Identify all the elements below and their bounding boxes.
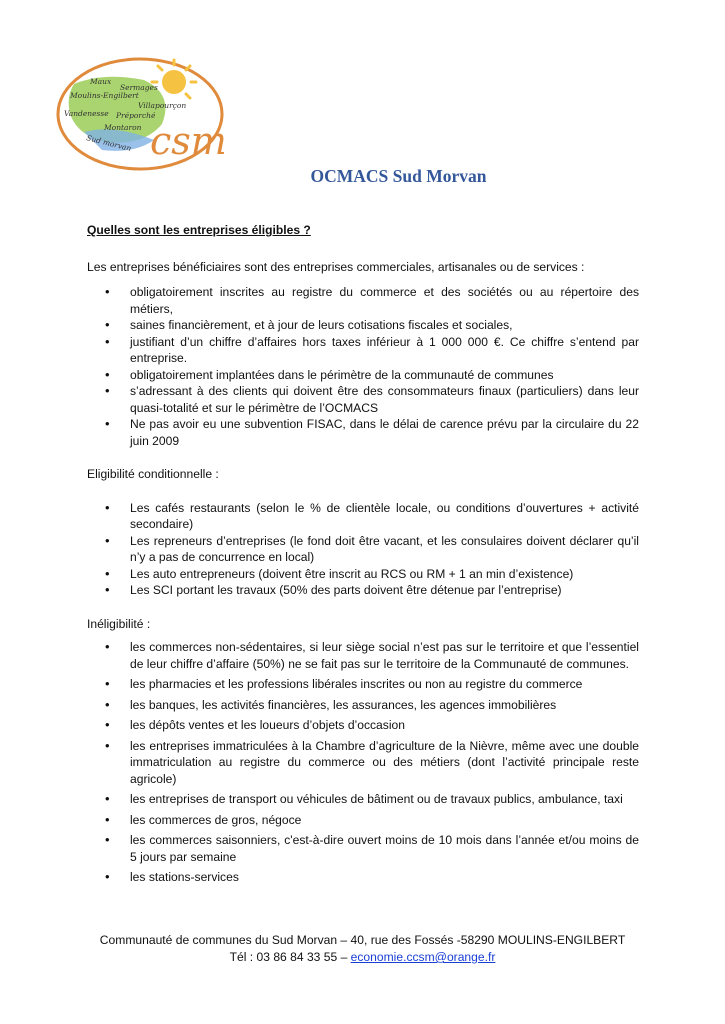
logo-brand: csm xyxy=(150,119,227,163)
footer-contact xyxy=(0,949,725,966)
list-item: • justifiant d’un chiffre d’affaires hors taxes inférieur à 1 000 000 €. Ce chiffre s’entend par entreprise. xyxy=(87,334,639,367)
conditional-list xyxy=(87,500,639,599)
page-title: OCMACS Sud Morvan xyxy=(310,166,487,186)
logo-graphic xyxy=(54,54,234,172)
ineligible-label: Inéligibilité : xyxy=(87,616,151,631)
logo-place: Vandenesse xyxy=(64,109,109,118)
list-item: • s’adressant à des clients qui doivent être des consommateurs finaux (particuliers) dans leur quasi-totalité et sur le périmètre de l’OCMACS xyxy=(87,383,639,416)
footer-address: Communauté de communes du Sud Morvan – 40, rue des Fossés -58290 MOULINS-ENGILBERT xyxy=(99,933,626,947)
section-heading: Quelles sont les entreprises éligibles ? xyxy=(87,223,311,237)
logo-place: Maux xyxy=(90,77,112,86)
logo-place: Sud morvan xyxy=(85,133,133,154)
logo-place: Villapourçon xyxy=(138,101,187,110)
list-item: • obligatoirement inscrites au registre du commerce et des sociétés ou au répertoire des métiers, xyxy=(87,284,639,317)
logo-place: Sermages xyxy=(120,83,158,92)
ineligible-list xyxy=(87,639,639,886)
list-item: • Les auto entrepreneurs (doivent être inscrit au RCS ou RM + 1 an min d’existence) xyxy=(87,566,639,583)
conditional-label: Eligibilité conditionnelle : xyxy=(87,467,219,481)
list-item: • les pharmacies et les professions libérales inscrites ou non au registre du commerce xyxy=(87,676,639,693)
list-item: • les entreprises de transport ou véhicules de bâtiment ou de travaux publics, ambulance, taxi xyxy=(87,791,639,808)
logo xyxy=(54,54,234,172)
intro-text: Les entreprises bénéficiaires sont des entreprises commerciales, artisanales ou de services : xyxy=(87,259,585,274)
list-item: • Les SCI portant les travaux (50% des parts doivent être détenue par l’entreprise) xyxy=(87,582,639,599)
list-item: • les entreprises immatriculées à la Chambre d’agriculture de la Nièvre, même avec une double immatriculation au registre du commerce ou des métiers (dont l’activité principale reste agricole) xyxy=(87,738,639,788)
email-link[interactable]: economie.ccsm@orange.fr xyxy=(350,950,496,964)
list-item: • obligatoirement implantées dans le périmètre de la communauté de communes xyxy=(87,367,639,384)
list-item: • les banques, les activités financières, les assurances, les agences immobilières xyxy=(87,697,639,714)
page-footer xyxy=(0,932,725,966)
logo-place: Préporché xyxy=(116,111,156,120)
list-item: • Les cafés restaurants (selon le % de clientèle locale, ou conditions d’ouvertures + activité secondaire) xyxy=(87,500,639,533)
logo-place: Moulins-Engilbert xyxy=(70,91,139,100)
list-item: • Ne pas avoir eu une subvention FISAC, dans le délai de carence prévu par la circulaire du 22 juin 2009 xyxy=(87,416,639,449)
list-item: • les commerces non-sédentaires, si leur siège social n’est pas sur le territoire et que l’essentiel de leur chiffre d’affaire (50%) ne se fait pas sur le territoire de la Communauté de communes. xyxy=(87,639,639,672)
footer-phone: Tél : 03 86 84 33 55 – xyxy=(229,950,351,964)
list-item: • les commerces de gros, négoce xyxy=(87,812,639,829)
list-item: • saines financièrement, et à jour de leurs cotisations fiscales et sociales, xyxy=(87,317,639,334)
eligible-list xyxy=(87,284,639,449)
logo-place: Montaron xyxy=(104,123,142,132)
list-item: • les stations-services xyxy=(87,869,639,886)
list-item: • les dépôts ventes et les loueurs d’objets d’occasion xyxy=(87,717,639,734)
document-body xyxy=(87,220,639,890)
list-item: • Les repreneurs d’entreprises (le fond doit être vacant, et les consulaires doivent déclarer qu’il n’y a pas de concurrence en local) xyxy=(87,533,639,566)
list-item: • les commerces saisonniers, c'est-à-dire ouvert moins de 10 mois dans l’année et/ou moins de 5 jours par semaine xyxy=(87,832,639,865)
